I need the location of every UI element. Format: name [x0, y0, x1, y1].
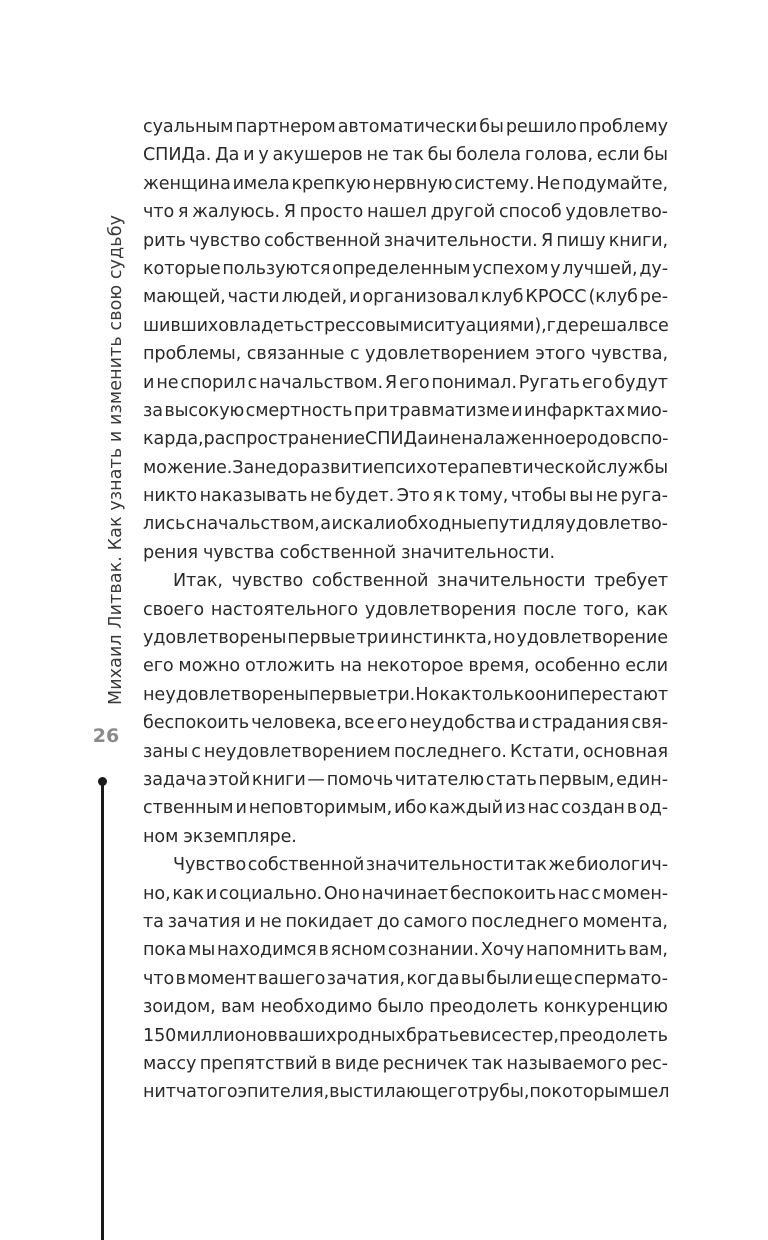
- text-line: его можно отложить на некоторое время, особенно если: [143, 656, 668, 677]
- text-line: своего настоятельного удовлетворения после того, как: [143, 599, 668, 620]
- text-line: удовлетворены первые три инстинкта, но удовлетворение: [143, 628, 668, 649]
- text-line: но, как и социально. Оно начинает беспокоить нас с момен-: [143, 883, 668, 904]
- text-line: никто наказывать не будет. Это я к тому, чтобы вы не руга-: [143, 486, 668, 507]
- text-line: рить чувство собственной значительности. Я пишу книги,: [143, 230, 668, 251]
- text-line: ственным и неповторимым, ибо каждый из нас создан в од-: [143, 798, 668, 819]
- text-line: нитчатого эпителия, выстилающего трубы, по которым шел: [143, 1082, 670, 1103]
- text-line: за высокую смертность при травматизме и инфарктах мио-: [143, 400, 668, 421]
- page-number: 26: [92, 725, 120, 747]
- text-line: заны с неудовлетворением последнего. Кстати, основная: [143, 741, 668, 762]
- margin-rule-line: [101, 783, 104, 1240]
- text-line: мающей, части людей, и организовал клуб КРОСС (клуб ре-: [143, 287, 668, 308]
- text-line: рения чувства собственной значительности.: [143, 542, 555, 563]
- text-line: которые пользуются определенным успехом у лучшей, ду-: [143, 258, 668, 279]
- body-text: [143, 113, 668, 1107]
- text-line: и не спорил с начальством. Я его понимал. Ругать его будут: [143, 372, 668, 393]
- page-margin-spine: [0, 0, 140, 1240]
- text-line: что в момент вашего зачатия, когда вы были еще сперматo-: [143, 968, 668, 989]
- running-title: Михаил Литвак. Как узнать и изменить свою судьбу: [106, 214, 126, 705]
- text-line: та зачатия и не покидает до самого последнего момента,: [143, 911, 668, 932]
- text-line: задача этой книги — помочь читателю стать первым, един-: [143, 769, 668, 790]
- text-line: 150 миллионов ваших родных братьев и сестер, преодолеть: [143, 1025, 668, 1046]
- text-line: можение. За недоразвитие психотерапевтической службы: [143, 457, 669, 478]
- text-line: Чувство собственной значительности так же биологич-: [173, 855, 668, 876]
- text-line: женщина имела крепкую нервную систему. Не подумайте,: [143, 173, 668, 194]
- text-line: пока мы находимся в ясном сознании. Хочу напомнить вам,: [143, 940, 668, 961]
- text-line: СПИДа. Да и у акушеров не так бы болела голова, если бы: [143, 145, 668, 166]
- text-line: проблемы, связанные с удовлетворением этого чувства,: [143, 344, 668, 365]
- text-line: что я жалуюсь. Я просто нашел другой способ удовлетво-: [143, 202, 668, 223]
- text-line: ном экземпляре.: [143, 826, 297, 847]
- text-line: лись с начальством, а искали обходные пути для удовлетво-: [143, 514, 668, 535]
- text-line: суальным партнером автоматически бы решило проблему: [143, 117, 668, 137]
- text-line: Итак, чувство собственной значительности требует: [173, 571, 668, 592]
- text-line: шивших овладеть стрессовыми ситуациями), где решал все: [143, 315, 669, 336]
- text-line: карда, распространение СПИДа и неналаженное родовспо-: [143, 429, 669, 450]
- text-line: не удовлетворены первые три. Но как только они перестают: [143, 684, 668, 705]
- text-line: зоидом, вам необходимо было преодолеть конкуренцию: [143, 997, 668, 1018]
- text-line: массу препятствий в виде ресничек так называемого рес-: [143, 1053, 668, 1074]
- text-line: беспокоить человека, все его неудобства и страдания свя-: [143, 713, 668, 734]
